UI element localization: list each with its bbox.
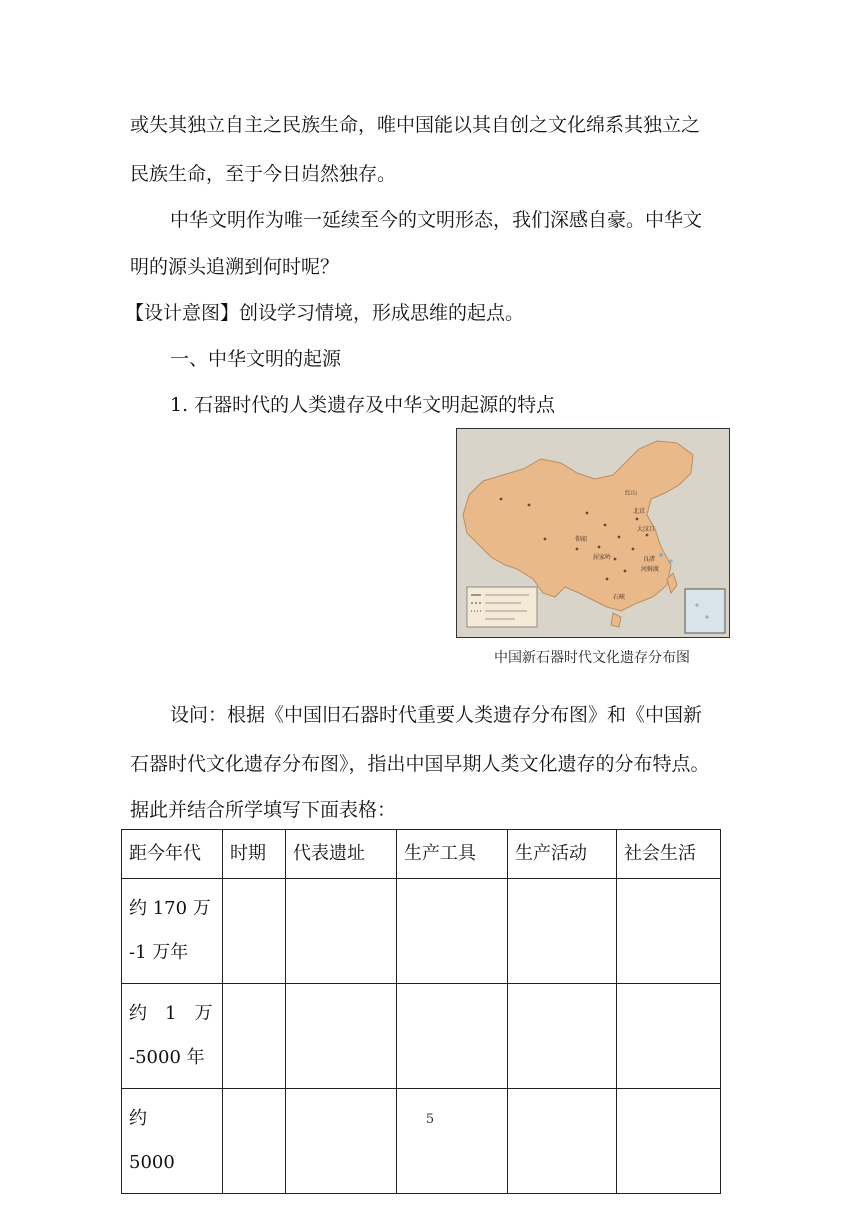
subsection-heading: 1. 石器时代的人类遗存及中华文明起源的特点 — [170, 394, 556, 416]
table-header-cell: 生产工具 — [397, 830, 508, 879]
svg-text:北京: 北京 — [633, 508, 646, 515]
table-cell[interactable] — [617, 984, 721, 1089]
svg-text:屈家岭: 屈家岭 — [593, 554, 612, 561]
page-number: 5 — [425, 1112, 435, 1127]
table-cell[interactable] — [397, 1089, 508, 1194]
svg-text:仰韶: 仰韶 — [575, 536, 588, 543]
svg-text:大汶口: 大汶口 — [637, 526, 656, 533]
table-cell[interactable] — [508, 984, 617, 1089]
design-intent: 【设计意图】创设学习情境，形成思维的起点。 — [125, 302, 525, 324]
table-row — [122, 984, 721, 1089]
era-cell — [122, 1089, 223, 1194]
china-map-image — [457, 429, 729, 637]
figure-caption: 中国新石器时代文化遗存分布图 — [494, 650, 690, 666]
table-cell[interactable] — [397, 879, 508, 984]
era-text: 约 170 万 — [129, 898, 211, 919]
era-text: -5000 年 — [129, 1047, 205, 1068]
table-cell[interactable] — [508, 879, 617, 984]
fill-in-table — [121, 829, 721, 1194]
era-text: 约 1 万 — [129, 1003, 213, 1024]
table-row — [122, 1089, 721, 1194]
svg-text:良渚: 良渚 — [643, 556, 656, 563]
body-text-line: 中华文明作为唯一延续至今的文明形态，我们深感自豪。中华文 — [170, 209, 703, 231]
body-text-line: 或失其独立自主之民族生命，唯中国能以其自创之文化绵系其独立之 — [130, 114, 701, 136]
era-cell — [122, 984, 223, 1089]
table-header-cell: 代表遗址 — [286, 830, 397, 879]
era-text: -1 万年 — [129, 942, 189, 963]
table-cell[interactable] — [223, 879, 286, 984]
era-text: 约 5000 — [129, 1108, 175, 1173]
section-heading: 一、中华文明的起源 — [170, 348, 342, 370]
table-cell[interactable] — [286, 879, 397, 984]
era-cell — [122, 879, 223, 984]
question-line: 石器时代文化遗存分布图》，指出中国早期人类文化遗存的分布特点。 — [130, 753, 710, 775]
svg-text:石峡: 石峡 — [613, 594, 626, 601]
table-header-row — [122, 830, 721, 879]
table-header-cell: 时期 — [223, 830, 286, 879]
table-cell[interactable] — [617, 1089, 721, 1194]
question-line: 据此并结合所学填写下面表格： — [130, 799, 397, 821]
table-header-cell: 生产活动 — [508, 830, 617, 879]
table-header-cell: 社会生活 — [617, 830, 721, 879]
table-cell[interactable] — [508, 1089, 617, 1194]
svg-text:河姆渡: 河姆渡 — [641, 566, 660, 573]
table-cell[interactable] — [223, 1089, 286, 1194]
table-cell[interactable] — [286, 1089, 397, 1194]
body-text-line: 明的源头追溯到何时呢？ — [130, 256, 340, 278]
question-line: 设问：根据《中国旧石器时代重要人类遗存分布图》和《中国新 — [170, 704, 703, 726]
table-cell[interactable] — [397, 984, 508, 1089]
table-row — [122, 879, 721, 984]
svg-text:红山: 红山 — [625, 490, 638, 497]
table-cell[interactable] — [286, 984, 397, 1089]
table-cell[interactable] — [617, 879, 721, 984]
table-header-cell: 距今年代 — [122, 830, 223, 879]
body-text-line: 民族生命，至于今日岿然独存。 — [130, 163, 397, 185]
neolithic-map-figure — [456, 428, 730, 638]
table-cell[interactable] — [223, 984, 286, 1089]
